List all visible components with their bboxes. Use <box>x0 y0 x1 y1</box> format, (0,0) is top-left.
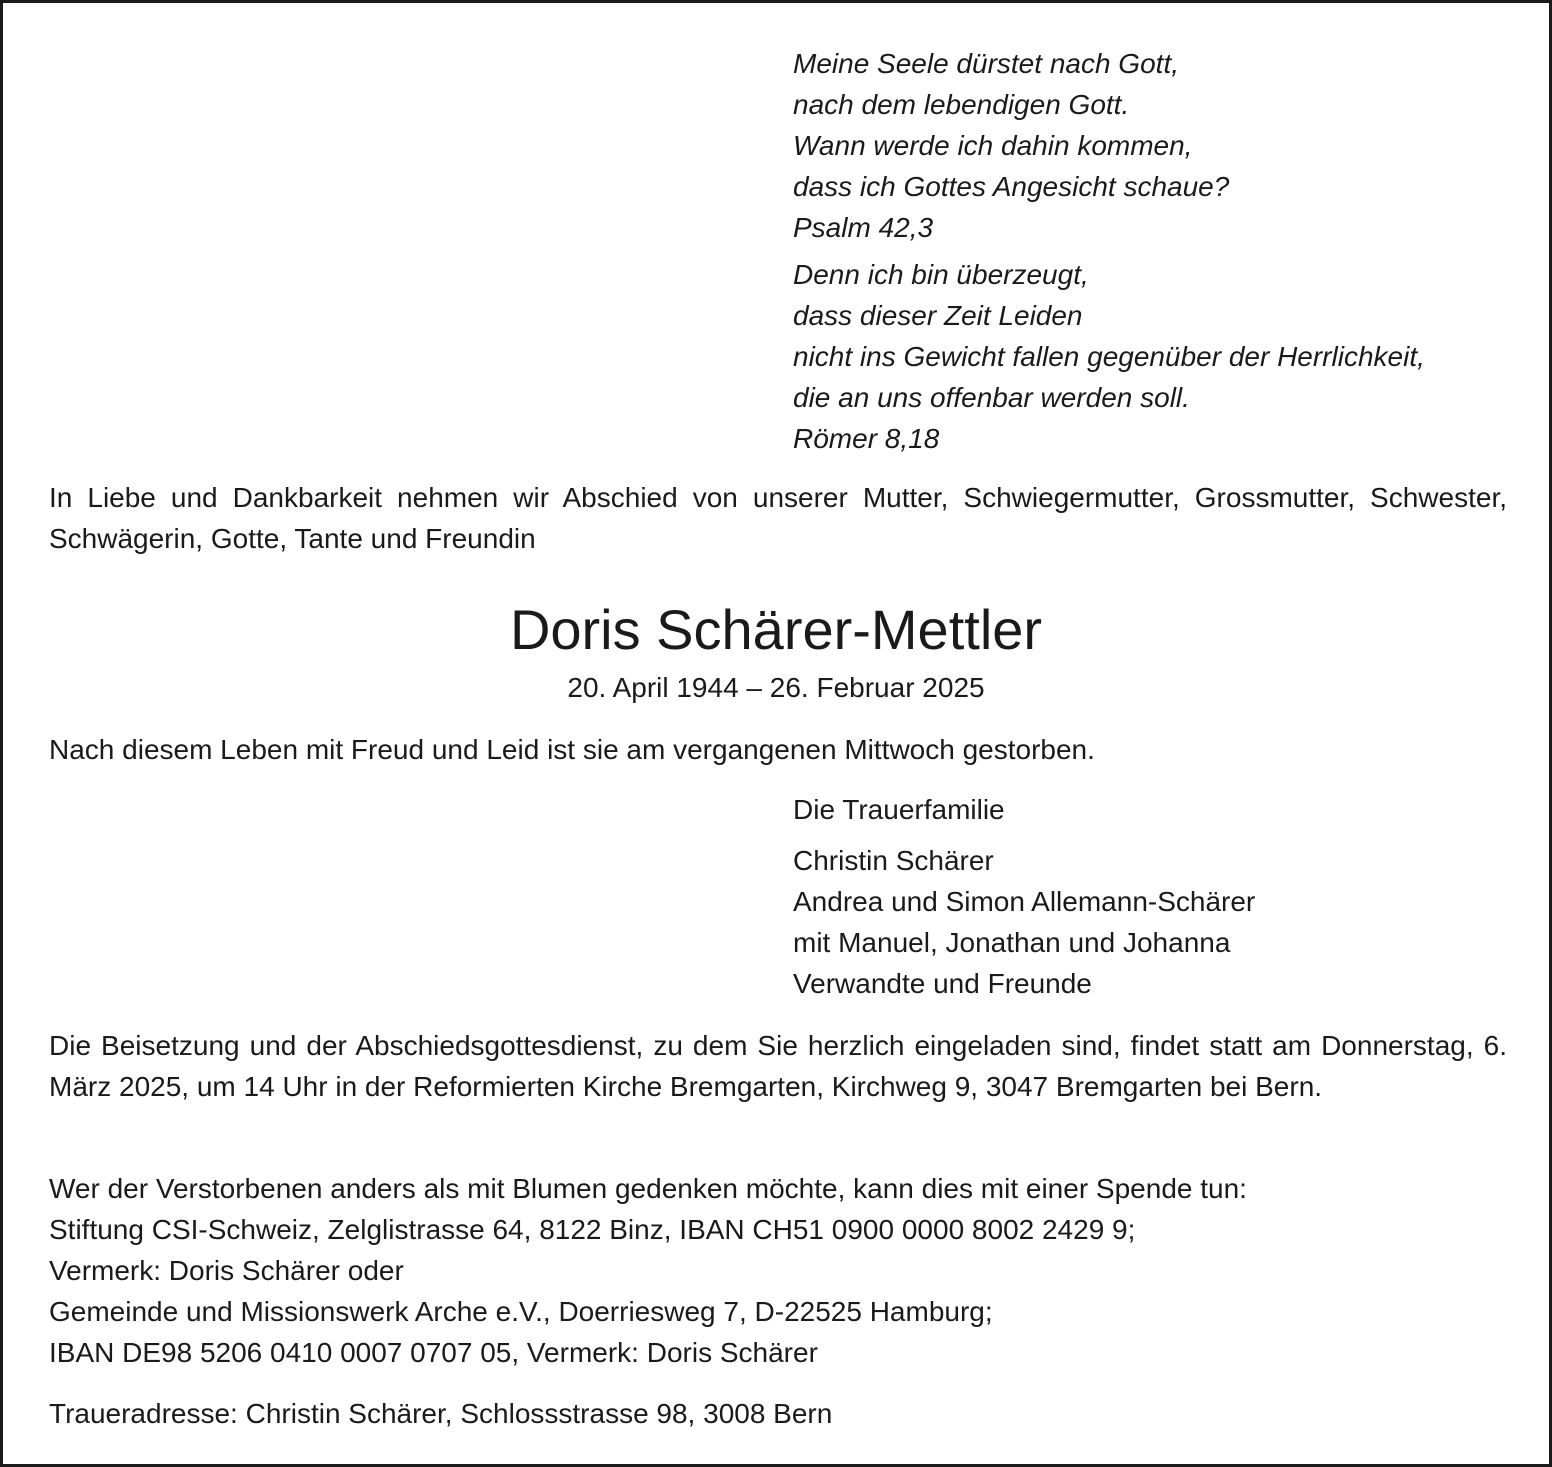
family-signature: Die Trauerfamilie <box>793 794 1005 825</box>
verse-reference: Psalm 42,3 <box>793 212 934 243</box>
mourning-family <box>793 789 1513 1004</box>
family-member: Verwandte und Freunde <box>793 968 1092 999</box>
death-note: Nach diesem Leben mit Freud und Leid ist sie am vergangenen Mittwoch gestorben. <box>49 734 1095 765</box>
verse-line: Meine Seele dürstet nach Gott, <box>793 48 1179 79</box>
verse-line: die an uns offenbar werden soll. <box>793 382 1190 413</box>
donation-line: Wer der Verstorbenen anders als mit Blumen gedenken möchte, kann dies mit einer Spende tun: <box>49 1173 1247 1204</box>
verse-line: Wann werde ich dahin kommen, <box>793 130 1193 161</box>
verse-line: dass dieser Zeit Leiden <box>793 300 1083 331</box>
verse-line: nicht ins Gewicht fallen gegenüber der Herrlichkeit, <box>793 341 1425 372</box>
verse-line: dass ich Gottes Angesicht schaue? <box>793 171 1230 202</box>
mourning-address: Traueradresse: Christin Schärer, Schlossstrasse 98, 3008 Bern <box>49 1398 833 1429</box>
verse-reference: Römer 8,18 <box>793 423 940 454</box>
donation-line: Gemeinde und Missionswerk Arche e.V., Doerriesweg 7, D-22525 Hamburg; <box>49 1296 993 1327</box>
bible-verses <box>793 43 1513 459</box>
verse-romans <box>793 254 1513 459</box>
family-member: Andrea und Simon Allemann-Schärer <box>793 886 1256 917</box>
funeral-info: Die Beisetzung und der Abschiedsgottesdienst, zu dem Sie herzlich eingeladen sind, findet statt am Donnerstag, 6. März 2025, um 14 Uhr in der Reformierten Kirche Bremgarten, Kirchweg 9, 3047 Bremgarten bei Bern. <box>49 1030 1507 1102</box>
intro-text: In Liebe und Dankbarkeit nehmen wir Abschied von unserer Mutter, Schwiegermutter, Grossmutter, Schwester, Schwägerin, Gotte, Tante und Freundin <box>49 482 1507 554</box>
life-dates: 20. April 1944 – 26. Februar 2025 <box>567 672 985 703</box>
verse-line: nach dem lebendigen Gott. <box>793 89 1130 120</box>
family-member: mit Manuel, Jonathan und Johanna <box>793 927 1231 958</box>
verse-line: Denn ich bin überzeugt, <box>793 259 1089 290</box>
donation-line: Stiftung CSI-Schweiz, Zelglistrasse 64, 8122 Binz, IBAN CH51 0900 0000 8002 2429 9; <box>49 1214 1136 1245</box>
family-member: Christin Schärer <box>793 845 994 876</box>
deceased-name: Doris Schärer-Mettler <box>509 598 1043 661</box>
donation-info <box>49 1168 1507 1373</box>
verse-psalm <box>793 43 1513 248</box>
donation-line: IBAN DE98 5206 0410 0007 0707 05, Vermerk: Doris Schärer <box>49 1337 818 1368</box>
donation-line: Vermerk: Doris Schärer oder <box>49 1255 404 1286</box>
